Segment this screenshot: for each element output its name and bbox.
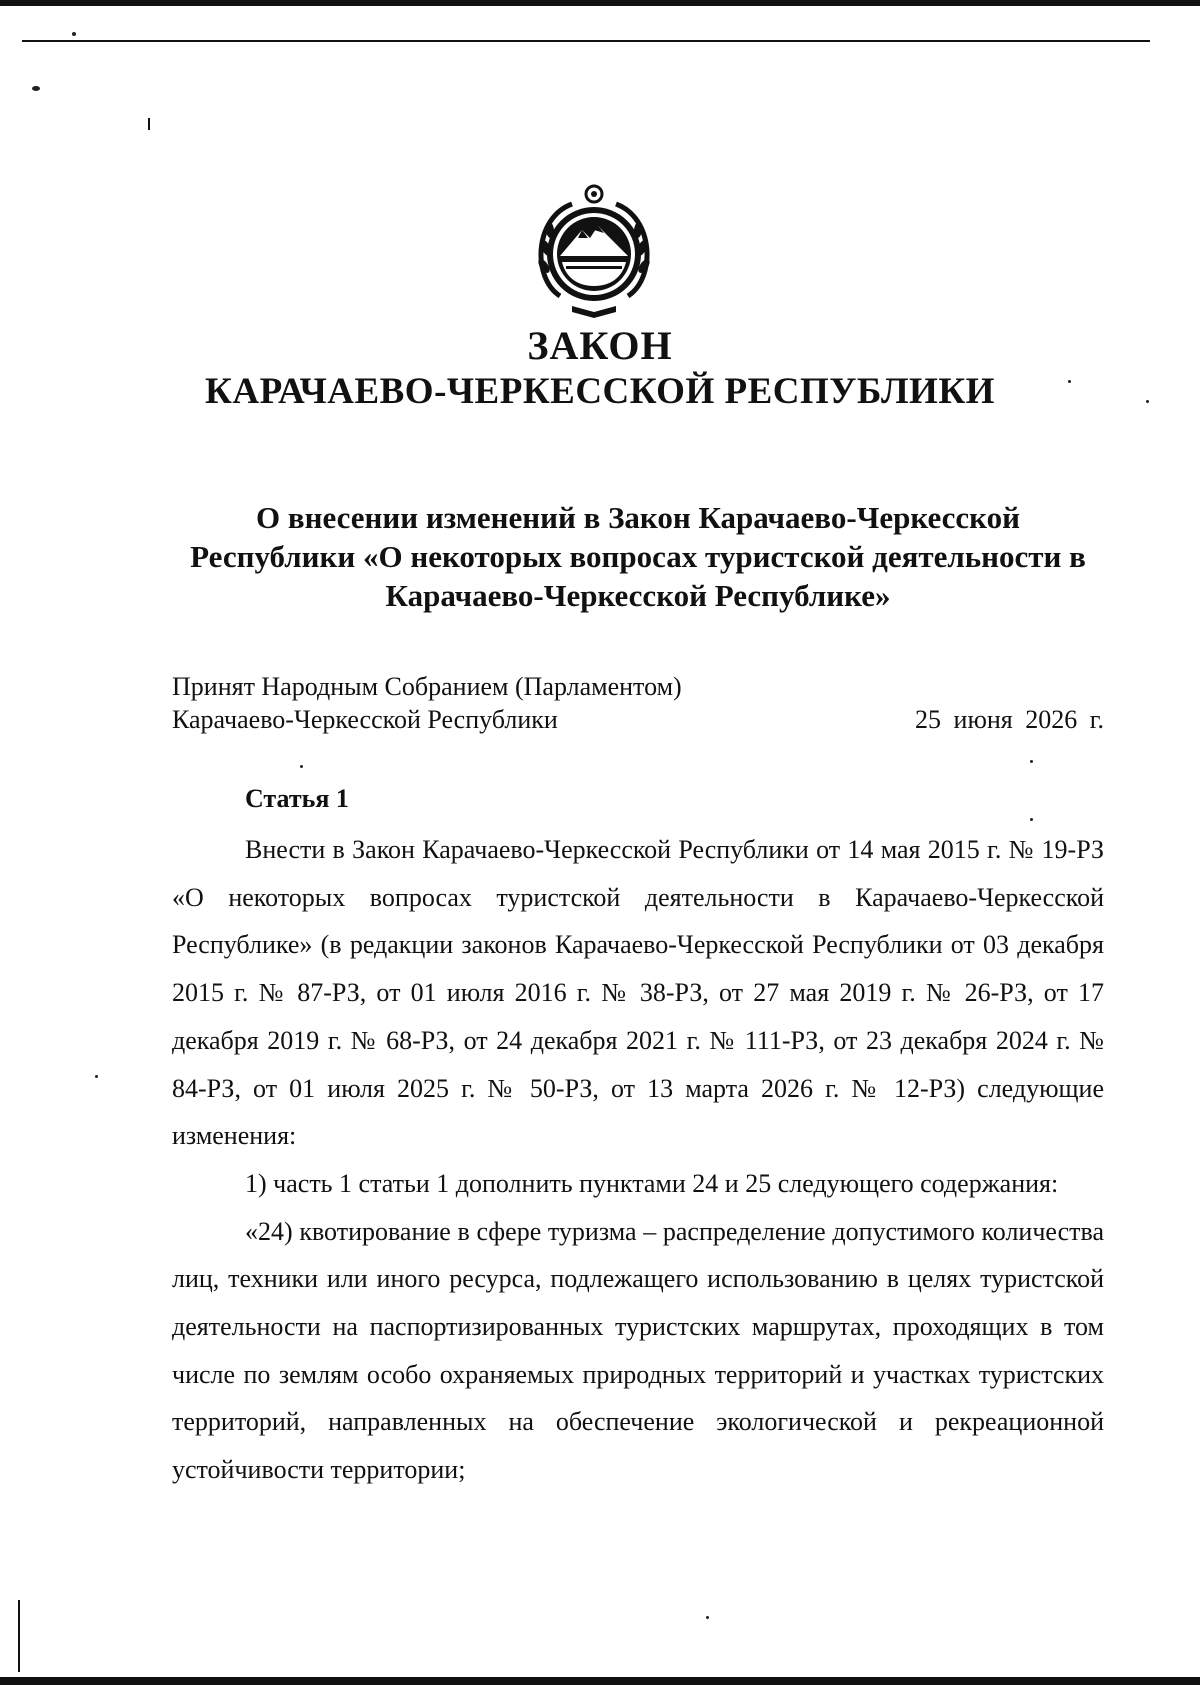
republic-title: КАРАЧАЕВО-ЧЕРКЕССКОЙ РЕСПУБЛИКИ bbox=[205, 371, 995, 412]
adopted-by-block bbox=[172, 670, 682, 736]
left-edge-mark bbox=[148, 118, 150, 130]
subject-line: О внесении изменений в Закон Карачаево-Черкесской bbox=[256, 500, 1020, 535]
article-paragraph: «24) квотирование в сфере туризма – распределение допустимого количества лиц, техники или иного ресурса, подлежащего использованию в целях туристской деятельности на паспортизированных туристских маршрутах, проходящих в том числе по землям особо охраняемых природных территорий и участках туристских территорий, направленных на обеспечение экологической и рекреационной устойчивости территории; bbox=[172, 1216, 1104, 1485]
article-heading: Статья 1 bbox=[245, 784, 349, 813]
scan-speck bbox=[706, 1616, 709, 1619]
subject-line: Карачаево-Черкесской Республике» bbox=[385, 578, 891, 613]
article-paragraph: 1) часть 1 статьи 1 дополнить пунктами 24 и 25 следующего содержания: bbox=[245, 1168, 1059, 1198]
scan-speck bbox=[300, 765, 303, 768]
subject-line: Республики «О некоторых вопросах туристской деятельности в bbox=[190, 539, 1086, 574]
adopted-by-line: Карачаево-Черкесской Республики bbox=[172, 705, 558, 734]
article-body bbox=[172, 826, 1104, 1494]
adoption-date: 25 июня 2026 г. bbox=[915, 705, 1104, 734]
law-title: ЗАКОН bbox=[527, 323, 673, 368]
article-paragraph: Внести в Закон Карачаево-Черкесской Республики от 14 мая 2015 г. № 19-РЗ «О некоторых вопросах туристской деятельности в Карачаево-Черкесской Республике» (в редакции законов Карачаево-Черкесской Республики от 03 декабря 2015 г. № 87-РЗ, от 01 июля 2016 г. № 38-РЗ, от 27 мая 2019 г. № 26-РЗ, от 17 декабря 2019 г. № 68-РЗ, от 24 декабря 2021 г. № 111-РЗ, от 23 декабря 2024 г. № 84-РЗ, от 01 июля 2025 г. № 50-РЗ, от 13 марта 2026 г. № 12-РЗ) следующие изменения: bbox=[172, 835, 1104, 1151]
scan-speck bbox=[32, 86, 40, 91]
scan-speck bbox=[95, 1075, 98, 1078]
bottom-border-line bbox=[0, 1677, 1200, 1685]
coat-of-arms-emblem bbox=[532, 178, 656, 320]
law-subject-heading bbox=[172, 498, 1104, 615]
left-edge-mark bbox=[18, 1600, 20, 1672]
scan-speck bbox=[72, 32, 76, 36]
scan-speck bbox=[1030, 760, 1033, 763]
scan-speck bbox=[1030, 818, 1033, 821]
top-rule-line bbox=[22, 40, 1150, 42]
top-border-line bbox=[0, 0, 1200, 6]
adopted-by-line: Принят Народным Собранием (Парламентом) bbox=[172, 672, 682, 701]
